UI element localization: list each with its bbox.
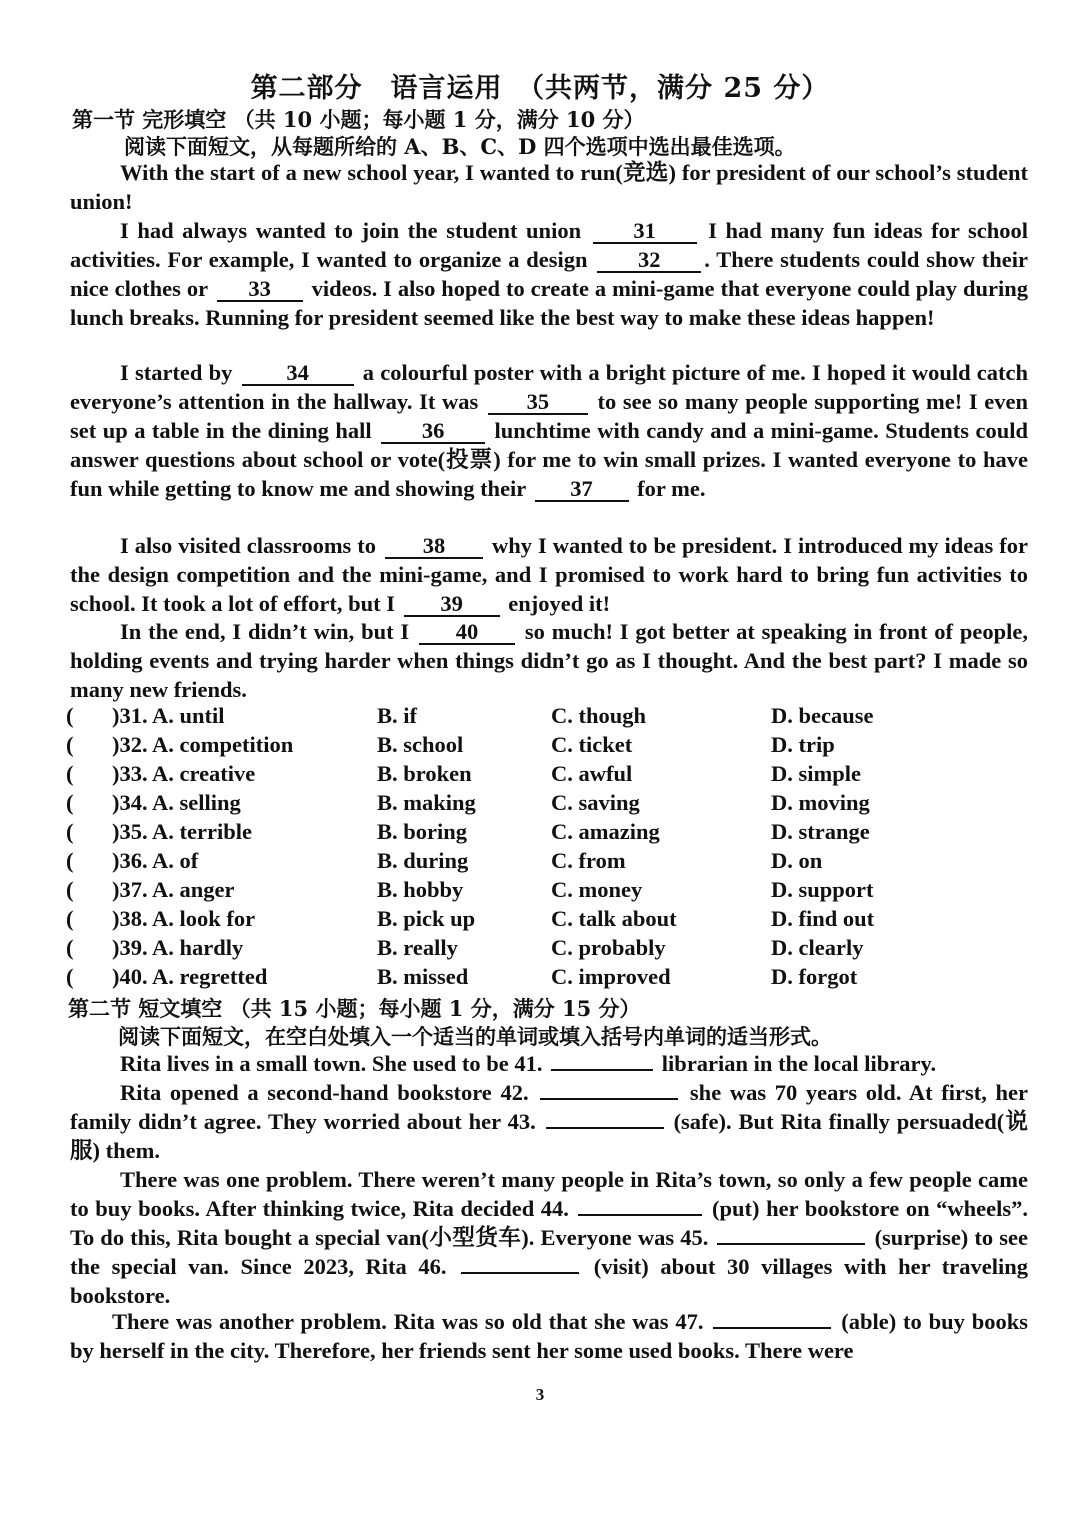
fill-paragraph-1 [70, 1049, 1028, 1078]
blank-45[interactable] [717, 1243, 865, 1245]
section2-heading: 第二节 短文填空 （共 15 小题；每小题 1 分，满分 15 分） [68, 996, 641, 1021]
cloze-text: . There students could show their nice clothes or [70, 247, 1028, 301]
fill-text: she was 70 years old. At first, her family didn’t agree. They worried about her 43. [70, 1080, 1029, 1134]
option-row-32 [66, 732, 1026, 761]
blank-46[interactable] [461, 1272, 579, 1274]
blank-37: 37 [535, 478, 629, 502]
option-b: B. pick up [377, 906, 476, 931]
answer-paren[interactable]: ( [66, 935, 74, 960]
answer-paren[interactable]: ( [66, 761, 74, 786]
section2-instruction: 阅读下面短文，在空白处填入一个适当的单词或填入括号内单词的适当形式。 [118, 1024, 832, 1049]
answer-paren[interactable]: ( [66, 848, 74, 873]
blank-43[interactable] [546, 1127, 664, 1129]
option-d: D. clearly [771, 935, 864, 960]
blank-33: 33 [217, 278, 303, 302]
blank-35: 35 [488, 391, 588, 415]
option-b: B. broken [377, 761, 472, 786]
cloze-text: In the end, I didn’t win, but I [120, 619, 410, 644]
option-b: B. boring [377, 819, 468, 844]
blank-44[interactable] [578, 1214, 702, 1216]
cloze-paragraph-5 [70, 617, 1028, 704]
fill-text: (surprise) to see the special van. Since 2023, Rita 46. [70, 1225, 1028, 1279]
cloze-text: I had many fun ideas for school activities. For example, I wanted to organize a design [70, 218, 1028, 272]
option-a: )34. A. selling [112, 790, 241, 815]
blank-36: 36 [381, 420, 485, 444]
cloze-text: for me. [637, 476, 706, 501]
answer-paren[interactable]: ( [66, 877, 74, 902]
option-a: )38. A. look for [112, 906, 256, 931]
fill-text: (able) to buy books by herself in the city. Therefore, her friends sent her some used books. There were [70, 1309, 1029, 1363]
option-row-37 [66, 877, 1026, 906]
section1-heading: 第一节 完形填空 （共 10 小题；每小题 1 分，满分 10 分） [72, 107, 645, 132]
answer-paren[interactable]: ( [66, 790, 74, 815]
cloze-text: I had always wanted to join the student union [120, 218, 582, 243]
option-b: B. making [377, 790, 476, 815]
cloze-text: to see so many people supporting me! I even set up a table in the dining hall [70, 389, 1028, 443]
blank-38: 38 [385, 535, 483, 559]
cloze-text: a colourful poster with a bright picture of me. I hoped it would catch everyone’s attention in the hallway. It was [70, 360, 1029, 414]
option-b: B. if [377, 703, 418, 728]
option-b: B. missed [377, 964, 469, 989]
option-b: B. during [377, 848, 469, 873]
cloze-text: With the start of a new school year, I wanted to run(竞选) for president of our school’s student union! [70, 160, 1028, 214]
option-d: D. because [771, 703, 874, 728]
option-d: D. support [771, 877, 874, 902]
option-row-35 [66, 819, 1026, 848]
blank-41[interactable] [551, 1069, 653, 1071]
cloze-text: I started by [120, 360, 233, 385]
cloze-paragraph-3 [70, 358, 1028, 503]
answer-paren[interactable]: ( [66, 819, 74, 844]
page-number: 3 [535, 1385, 545, 1404]
option-d: D. simple [771, 761, 861, 786]
option-c: C. ticket [551, 732, 633, 757]
option-d: D. strange [771, 819, 870, 844]
fill-text: Rita lives in a small town. She used to be 41. [120, 1051, 543, 1076]
option-a: )35. A. terrible [112, 819, 252, 844]
cloze-text: enjoyed it! [508, 591, 611, 616]
option-c: C. though [551, 703, 647, 728]
option-d: D. on [771, 848, 823, 873]
fill-paragraph-4 [70, 1307, 1028, 1365]
fill-text: There was another problem. Rita was so old that she was 47. [112, 1309, 704, 1334]
option-row-39 [66, 935, 1026, 964]
option-c: C. amazing [551, 819, 660, 844]
blank-47[interactable] [713, 1327, 831, 1329]
cloze-text: why I wanted to be president. I introduced my ideas for the design competition and the mini-game, and I promised to work hard to bring fun activities to school. It took a lot of effort, but I [70, 533, 1029, 616]
option-c: C. saving [551, 790, 640, 815]
answer-paren[interactable]: ( [66, 964, 74, 989]
fill-text: Rita opened a second-hand bookstore 42. [120, 1080, 529, 1105]
option-c: C. money [551, 877, 643, 902]
blank-34: 34 [242, 362, 354, 386]
blank-31: 31 [593, 220, 697, 244]
fill-text: (safe). But Rita finally persuaded(说服) them. [70, 1109, 1029, 1163]
option-c: C. improved [551, 964, 671, 989]
option-a: )33. A. creative [112, 761, 256, 786]
cloze-text: videos. I also hoped to create a mini-game that everyone could play during lunch breaks. Running for president seemed like the best way to make these ideas happen! [70, 276, 1028, 330]
option-b: B. school [377, 732, 464, 757]
fill-text: (put) her bookstore on “wheels”. To do this, Rita bought a special van(小型货车). Everyone was 45. [70, 1196, 1029, 1250]
option-a: )31. A. until [112, 703, 225, 728]
option-a: )39. A. hardly [112, 935, 244, 960]
cloze-text: I also visited classrooms to [120, 533, 377, 558]
option-a: )32. A. competition [112, 732, 294, 757]
option-row-36 [66, 848, 1026, 877]
cloze-paragraph-1 [70, 158, 1028, 216]
blank-39: 39 [404, 593, 500, 617]
cloze-paragraph-4 [70, 531, 1028, 618]
option-row-31 [66, 703, 1026, 732]
option-row-34 [66, 790, 1026, 819]
option-c: C. from [551, 848, 626, 873]
fill-text: (visit) about 30 villages with her traveling bookstore. [70, 1254, 1029, 1308]
option-row-38 [66, 906, 1026, 935]
option-d: D. moving [771, 790, 870, 815]
option-d: D. find out [771, 906, 875, 931]
option-c: C. awful [551, 761, 633, 786]
option-c: C. talk about [551, 906, 677, 931]
section1-instruction: 阅读下面短文，从每题所给的 A、B、C、D 四个选项中选出最佳选项。 [124, 134, 796, 159]
part-title: 第二部分 语言运用 （共两节，满分 25 分） [250, 73, 830, 104]
fill-paragraph-3 [70, 1165, 1028, 1310]
cloze-text: lunchtime with candy and a mini-game. Students could answer questions about school or vote(投票) for me to win small prizes. I wanted everyone to have fun while getting to know me and showing their [70, 418, 1028, 501]
answer-paren[interactable]: ( [66, 906, 74, 931]
option-row-40 [66, 964, 1026, 993]
option-b: B. hobby [377, 877, 464, 902]
option-b: B. really [377, 935, 458, 960]
option-row-33 [66, 761, 1026, 790]
cloze-text: so much! I got better at speaking in front of people, holding events and trying harder when things didn’t go as I thought. And the best part? I made so many new friends. [70, 619, 1029, 702]
option-c: C. probably [551, 935, 666, 960]
fill-text: librarian in the local library. [661, 1051, 937, 1076]
blank-42[interactable] [540, 1098, 678, 1100]
option-a: )37. A. anger [112, 877, 235, 902]
option-a: )36. A. of [112, 848, 199, 873]
option-d: D. forgot [771, 964, 858, 989]
blank-32: 32 [597, 249, 701, 273]
fill-paragraph-2 [70, 1078, 1028, 1165]
blank-40: 40 [419, 621, 515, 645]
option-d: D. trip [771, 732, 835, 757]
answer-paren[interactable]: ( [66, 703, 74, 728]
fill-text: There was one problem. There weren’t many people in Rita’s town, so only a few people came to buy books. After thinking twice, Rita decided 44. [70, 1167, 1028, 1221]
cloze-paragraph-2 [70, 216, 1028, 332]
answer-paren[interactable]: ( [66, 732, 74, 757]
option-a: )40. A. regretted [112, 964, 268, 989]
